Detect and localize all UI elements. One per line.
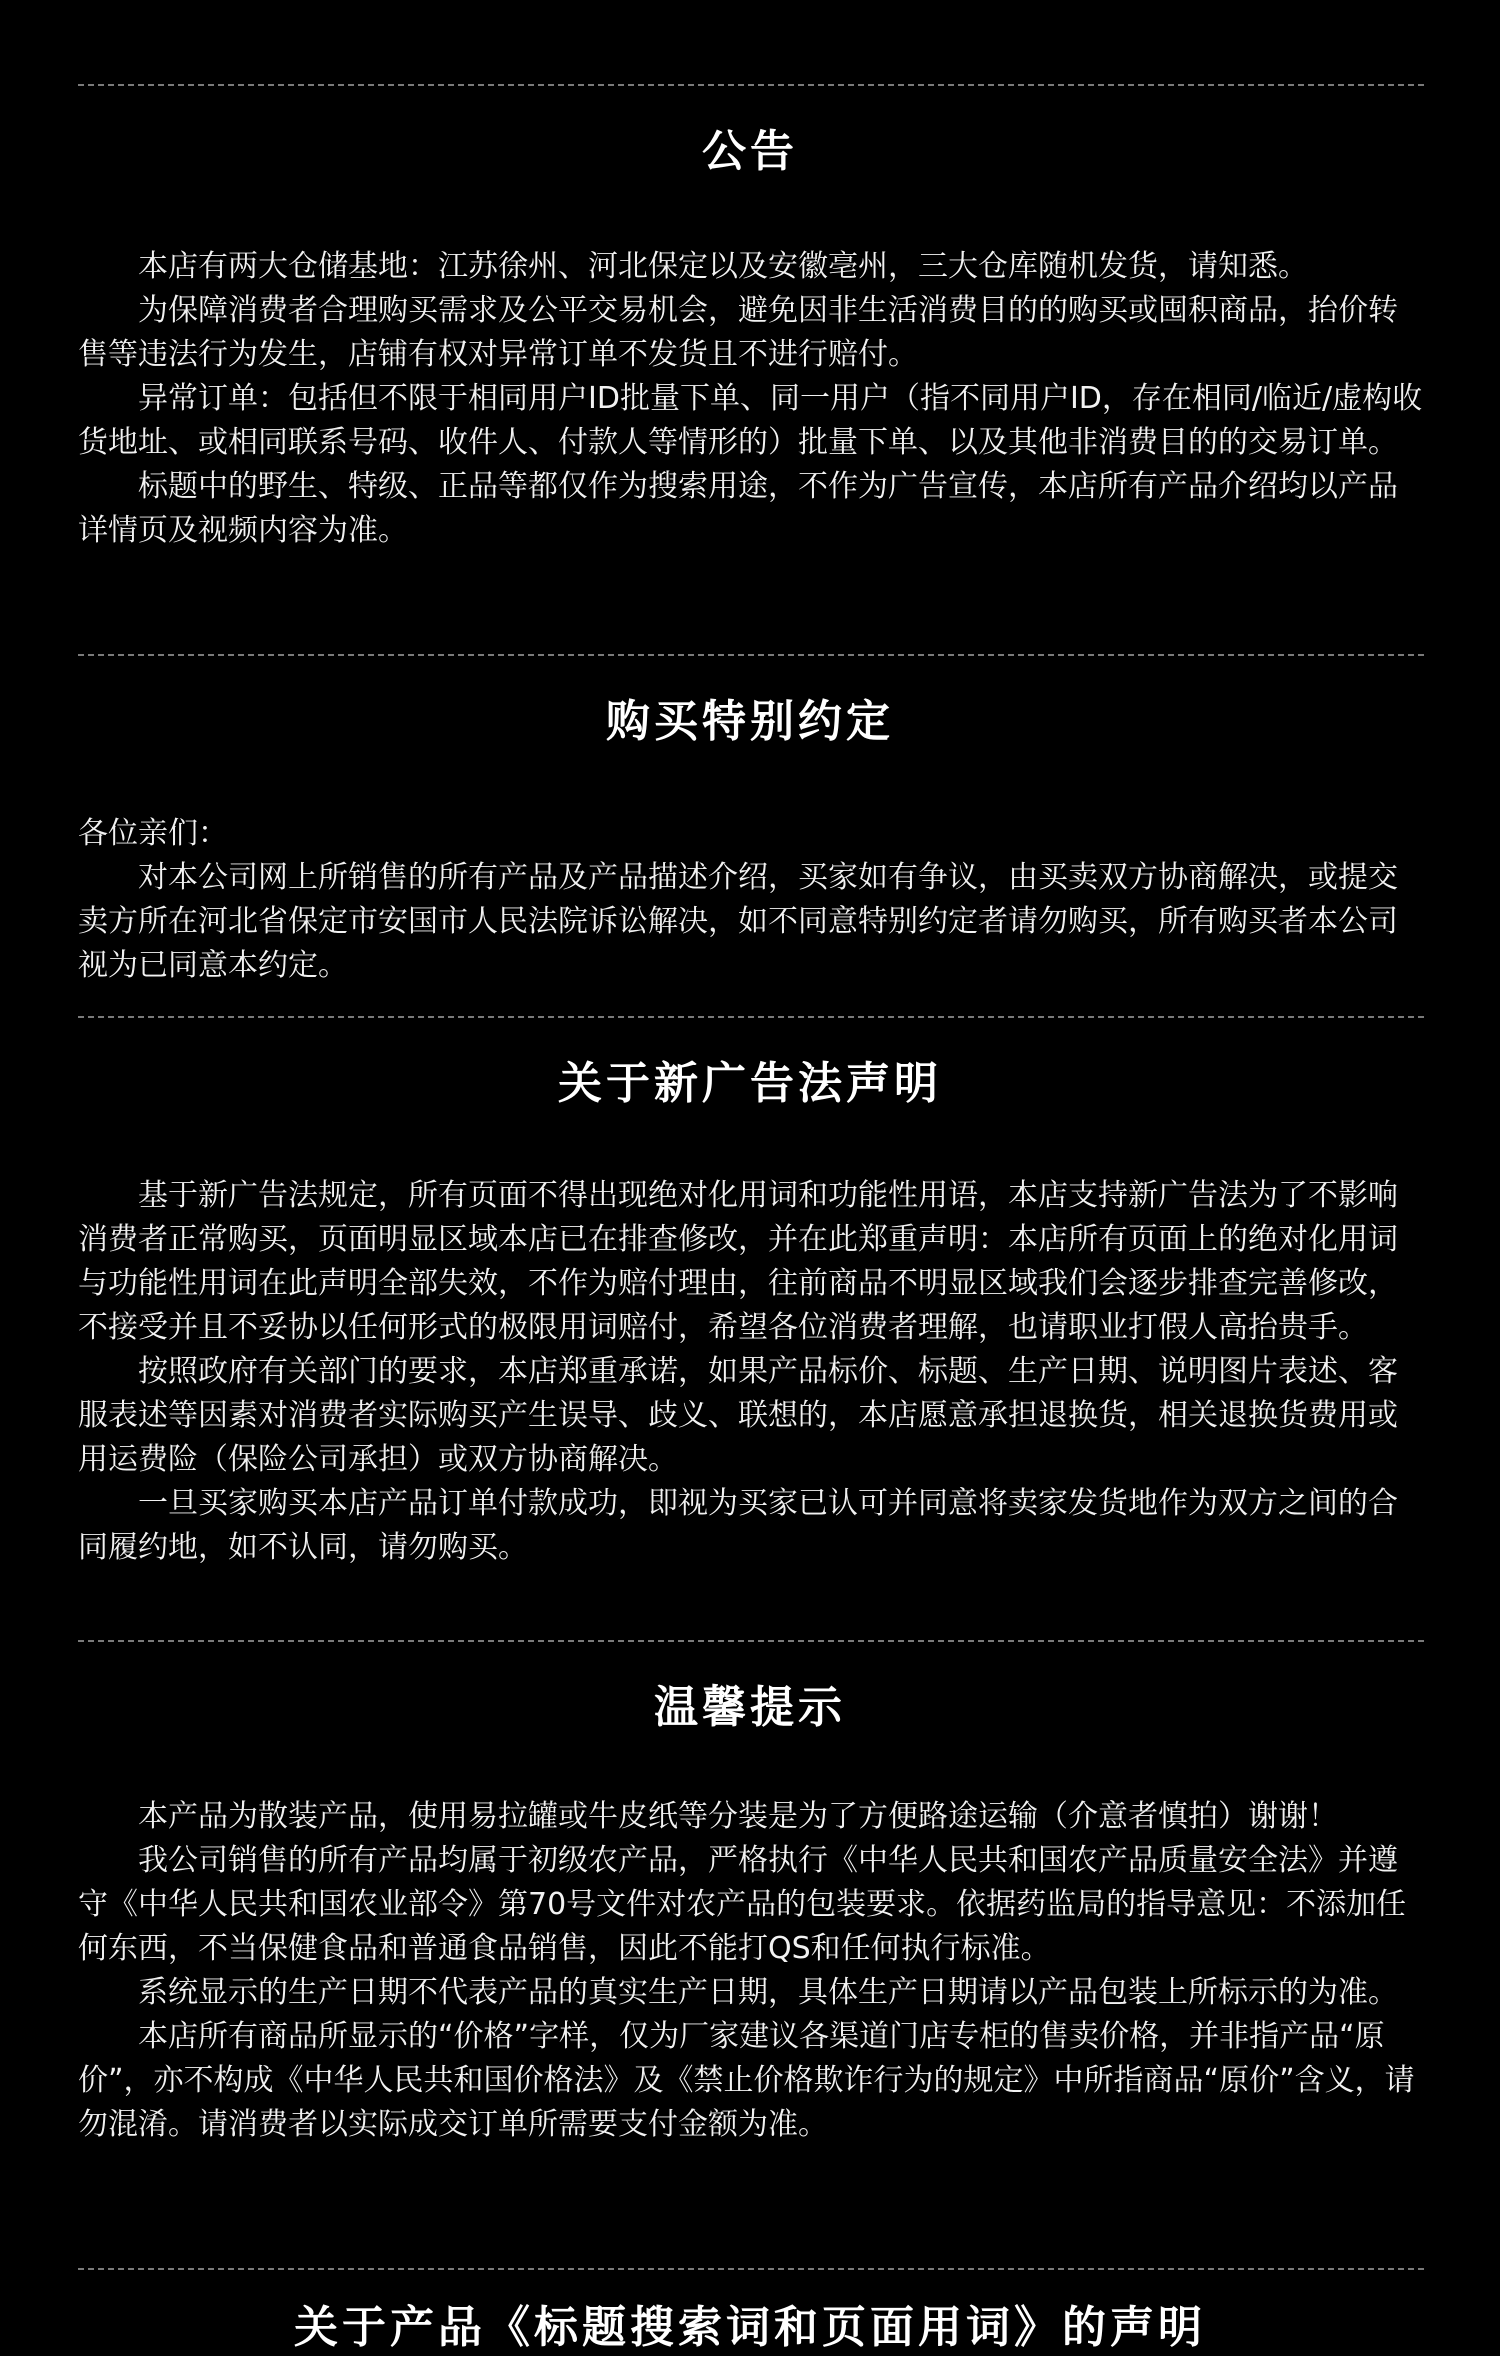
announcement-body [78,245,1424,553]
friendly-reminder-paragraph-3: 系统显示的生产日期不代表产品的真实生产日期，具体生产日期请以产品包装上所标示的为准。 [138,1975,1398,2010]
friendly-reminder-paragraph-4: 本店所有商品所显示的“价格”字样，仅为厂家建议各渠道门店专柜的售卖价格，并非指产品“原价”，亦不构成《中华人民共和国价格法》及《禁止价格欺诈行为的规定》中所指商品“原价”含义，请勿混淆。请消费者以实际成交订单所需要支付金额为准。 [78,2019,1415,2142]
advertising-law-paragraph-3: 一旦买家购买本店产品订单付款成功，即视为买家已认可并同意将卖家发货地作为双方之间的合同履约地，如不认同，请勿购买。 [78,1486,1398,1565]
friendly-reminder-paragraph-2: 我公司销售的所有产品均属于初级农产品，严格执行《中华人民共和国农产品质量安全法》并遵守《中华人民共和国农业部令》第70号文件对农产品的包装要求。依据药监局的指导意见：不添加任何东西，不当保健食品和普通食品销售，因此不能打QS和任何执行标准。 [78,1843,1407,1966]
announcement-paragraph-3: 异常订单：包括但不限于相同用户ID批量下单、同一用户（指不同用户ID，存在相同/临近/虚构收货地址、或相同联系号码、收件人、付款人等情形的）批量下单、以及其他非消费目的的交易订单。 [78,381,1423,460]
section-title-friendly-reminder: 温馨提示 [654,1682,846,1733]
section-divider-1 [78,84,1424,86]
purchase-agreement-paragraph-1: 对本公司网上所销售的所有产品及产品描述介绍，买家如有争议，由买卖双方协商解决，或提交卖方所在河北省保定市安国市人民法院诉讼解决，如不同意特别约定者请勿购买，所有购买者本公司视为已同意本约定。 [78,860,1398,983]
announcement-paragraph-1: 本店有两大仓储基地：江苏徐州、河北保定以及安徽亳州，三大仓库随机发货，请知悉。 [138,249,1308,284]
friendly-reminder-body [78,1795,1424,2147]
purchase-agreement-greeting: 各位亲们： [78,816,228,851]
section-divider-5 [78,2268,1424,2270]
advertising-law-paragraph-2: 按照政府有关部门的要求，本店郑重承诺，如果产品标价、标题、生产日期、说明图片表述、客服表述等因素对消费者实际购买产生误导、歧义、联想的，本店愿意承担退换货，相关退换货费用或用运费险（保险公司承担）或双方协商解决。 [78,1354,1398,1477]
friendly-reminder-paragraph-1: 本产品为散装产品，使用易拉罐或牛皮纸等分装是为了方便路途运输（介意者慎拍）谢谢！ [138,1799,1338,1834]
section-title-announcement: 公告 [702,126,798,177]
announcement-paragraph-4: 标题中的野生、特级、正品等都仅作为搜索用途，不作为广告宣传，本店所有产品介绍均以产品详情页及视频内容为准。 [78,469,1398,548]
section-divider-4 [78,1640,1424,1642]
section-title-purchase-agreement: 购买特别约定 [606,696,894,747]
section-title-advertising-law: 关于新广告法声明 [558,1058,942,1109]
purchase-agreement-body [78,812,1424,988]
advertising-law-paragraph-1: 基于新广告法规定，所有页面不得出现绝对化用词和功能性用语，本店支持新广告法为了不影响消费者正常购买，页面明显区域本店已在排查修改，并在此郑重声明：本店所有页面上的绝对化用词与功能性用词在此声明全部失效，不作为赔付理由，往前商品不明显区域我们会逐步排查完善修改，不接受并且不妥协以任何形式的极限用词赔付，希望各位消费者理解，也请职业打假人高抬贵手。 [78,1178,1398,1345]
advertising-law-body [78,1174,1424,1570]
announcement-paragraph-2: 为保障消费者合理购买需求及公平交易机会，避免因非生活消费目的的购买或囤积商品，抬价转售等违法行为发生，店铺有权对异常订单不发货且不进行赔付。 [78,293,1398,372]
section-divider-3 [78,1016,1424,1018]
section-divider-2 [78,654,1424,656]
section-title-product-keywords-partial: 关于产品《标题搜索词和页面用词》的声明 [294,2302,1206,2353]
